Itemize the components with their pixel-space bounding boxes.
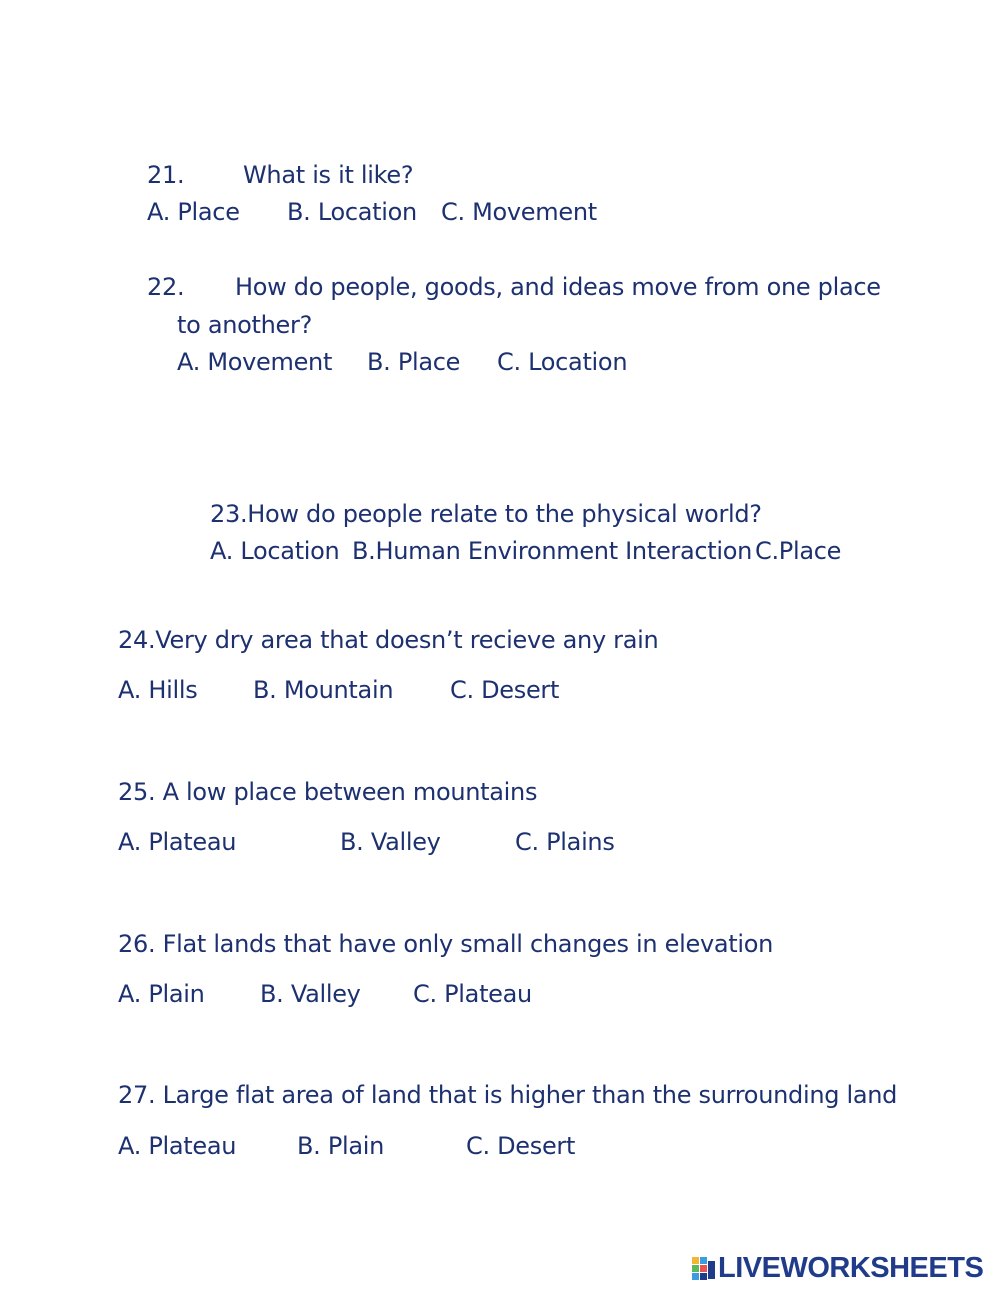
option-a: A. Plateau <box>118 828 237 856</box>
question-21 <box>147 160 1000 190</box>
question-24-options <box>118 675 1000 705</box>
option-c: C.Place <box>755 537 842 565</box>
question-25 <box>118 777 1000 807</box>
option-c: C. Location <box>497 348 628 376</box>
question-23 <box>210 499 1000 529</box>
option-b: B. Plain <box>297 1132 385 1160</box>
option-c: C. Plains <box>515 828 615 856</box>
option-a: A. Location <box>210 537 340 565</box>
option-c: C. Plateau <box>413 980 532 1008</box>
question-26 <box>118 929 1000 959</box>
option-a: A. Plateau <box>118 1132 237 1160</box>
option-b: B. Location <box>287 198 417 226</box>
liveworksheets-logo <box>692 1252 992 1284</box>
option-b: B. Valley <box>260 980 361 1008</box>
option-a: A. Place <box>147 198 240 226</box>
option-a: A. Plain <box>118 980 205 1008</box>
question-text: What is it like? <box>243 161 414 189</box>
question-text-continued: to another? <box>177 311 313 339</box>
option-c: C. Desert <box>466 1132 576 1160</box>
question-number: 21. <box>147 161 185 189</box>
question-27 <box>118 1080 1000 1110</box>
question-27-options <box>118 1131 1000 1161</box>
option-c: C. Desert <box>450 676 560 704</box>
question-22-cont <box>177 310 1000 340</box>
option-b: B.Human Environment Interaction <box>352 537 753 565</box>
question-23-options <box>210 536 1000 566</box>
option-b: B. Place <box>367 348 461 376</box>
question-text: 24.Very dry area that doesn’t recieve any rain <box>118 626 659 654</box>
question-24 <box>118 625 1000 655</box>
question-text: 23.How do people relate to the physical world? <box>210 500 762 528</box>
option-b: B. Mountain <box>253 676 394 704</box>
question-text: 25. A low place between mountains <box>118 778 538 806</box>
option-c: C. Movement <box>441 198 597 226</box>
question-text: 26. Flat lands that have only small changes in elevation <box>118 930 774 958</box>
option-a: A. Hills <box>118 676 198 704</box>
option-a: A. Movement <box>177 348 333 376</box>
liveworksheets-logo-icon <box>692 1257 716 1281</box>
question-22 <box>147 272 1000 302</box>
option-b: B. Valley <box>340 828 441 856</box>
question-text: How do people, goods, and ideas move from one place <box>235 273 881 301</box>
question-text: 27. Large flat area of land that is higher than the surrounding land <box>118 1081 898 1109</box>
question-number: 22. <box>147 273 185 301</box>
question-25-options <box>118 827 1000 857</box>
question-26-options <box>118 979 1000 1009</box>
question-21-options <box>147 197 1000 227</box>
logo-text: LIVEWORKSHEETS <box>718 1252 984 1284</box>
question-22-options <box>177 347 1000 377</box>
